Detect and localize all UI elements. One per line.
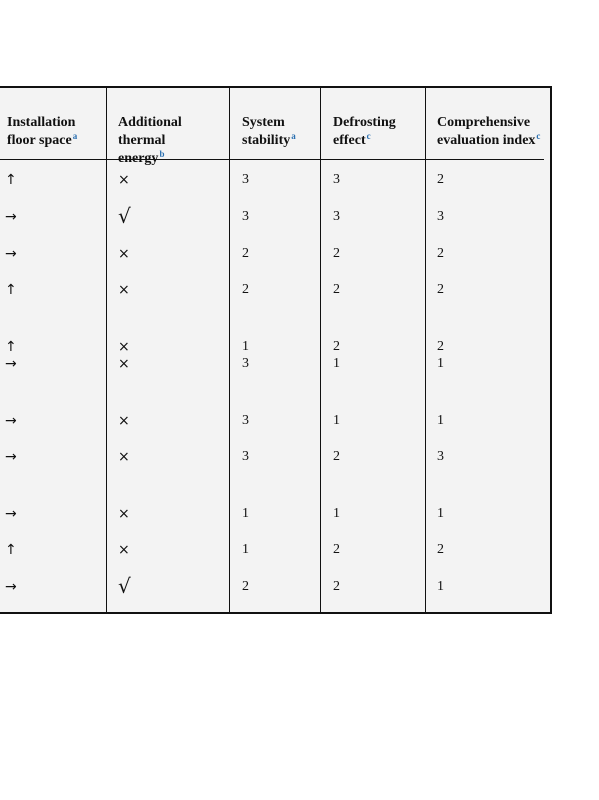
table-cell: 3: [333, 172, 340, 187]
table-cell: ↑: [5, 339, 17, 355]
column-header-line: [242, 114, 285, 132]
table-cell: 2: [333, 449, 340, 464]
table-cell: 2: [242, 246, 249, 261]
footnote-marker: c: [536, 131, 541, 141]
column-header-line: [118, 114, 182, 132]
column-header-line: [7, 114, 75, 132]
table-cell: ×: [118, 542, 130, 558]
table-cell: 1: [437, 579, 444, 594]
table-cell: ×: [118, 413, 130, 429]
table-cell: √: [118, 204, 131, 228]
table-cell: 3: [242, 356, 249, 371]
column-header-text: evaluation index: [437, 133, 536, 148]
table-cell: →: [5, 449, 17, 465]
column-header-text: energy: [118, 151, 159, 166]
column-divider: [425, 88, 426, 612]
column-header-text: stability: [242, 133, 291, 148]
table-cell: 2: [242, 282, 249, 297]
column-header-line: [7, 132, 77, 150]
column-divider: [106, 88, 107, 612]
column-header-line: [118, 132, 165, 150]
table-cell: 1: [437, 506, 444, 521]
column-header-text: effect: [333, 133, 366, 148]
table-cell: 2: [333, 339, 340, 354]
table-cell: 3: [242, 413, 249, 428]
table-cell: ↑: [5, 282, 17, 298]
table-cell: ↑: [5, 542, 17, 558]
table-cell: ×: [118, 282, 130, 298]
table-cell: ×: [118, 356, 130, 372]
table-cell: ×: [118, 449, 130, 465]
table-cell: 2: [437, 282, 444, 297]
table-cell: ×: [118, 172, 130, 188]
table-cell: 1: [437, 356, 444, 371]
column-divider: [229, 88, 230, 612]
data-table: [0, 86, 552, 614]
column-header-text: System: [242, 115, 285, 130]
column-header-line: [333, 114, 396, 132]
table-cell: →: [5, 579, 17, 595]
table-cell: 1: [333, 506, 340, 521]
column-header-text: Installation: [7, 115, 76, 130]
header-divider: [0, 159, 544, 160]
column-header-text: Additional: [118, 115, 182, 130]
column-header-text: thermal: [118, 133, 166, 148]
footnote-marker: b: [159, 149, 165, 159]
column-header-line: [437, 132, 540, 150]
column-header-text: Comprehensive: [437, 115, 531, 130]
table-cell: 3: [437, 449, 444, 464]
table-cell: 1: [333, 356, 340, 371]
table-cell: →: [5, 356, 17, 372]
footnote-marker: a: [291, 131, 296, 141]
footnote-marker: a: [72, 131, 78, 141]
table-cell: 3: [242, 449, 249, 464]
table-cell: 3: [333, 209, 340, 224]
table-cell: 1: [333, 413, 340, 428]
table-cell: √: [118, 574, 131, 598]
table-cell: 2: [333, 282, 340, 297]
column-header-line: [437, 114, 530, 132]
table-cell: 3: [242, 209, 249, 224]
table-cell: →: [5, 413, 17, 429]
table-cell: →: [5, 246, 17, 262]
column-divider: [320, 88, 321, 612]
table-cell: →: [5, 209, 17, 225]
footnote-marker: c: [366, 131, 371, 141]
table-cell: ×: [118, 339, 130, 355]
table-cell: ×: [118, 506, 130, 522]
table-cell: →: [5, 506, 17, 522]
table-cell: 3: [242, 172, 249, 187]
column-header-line: [242, 132, 296, 150]
table-cell: 2: [333, 246, 340, 261]
table-cell: 2: [333, 542, 340, 557]
table-cell: 2: [242, 579, 249, 594]
table-cell: 1: [242, 339, 249, 354]
column-header-line: [333, 132, 371, 150]
column-header-text: floor space: [7, 133, 72, 148]
table-cell: 2: [333, 579, 340, 594]
table-cell: ↑: [5, 172, 17, 188]
column-header-line: [118, 150, 164, 168]
table-cell: 1: [242, 506, 249, 521]
table-cell: 1: [437, 413, 444, 428]
table-cell: 2: [437, 172, 444, 187]
table-cell: 3: [437, 209, 444, 224]
table-cell: 2: [437, 246, 444, 261]
table-cell: ×: [118, 246, 130, 262]
table-cell: 2: [437, 542, 444, 557]
table-cell: 1: [242, 542, 249, 557]
column-header-text: Defrosting: [333, 115, 396, 130]
table-cell: 2: [437, 339, 444, 354]
